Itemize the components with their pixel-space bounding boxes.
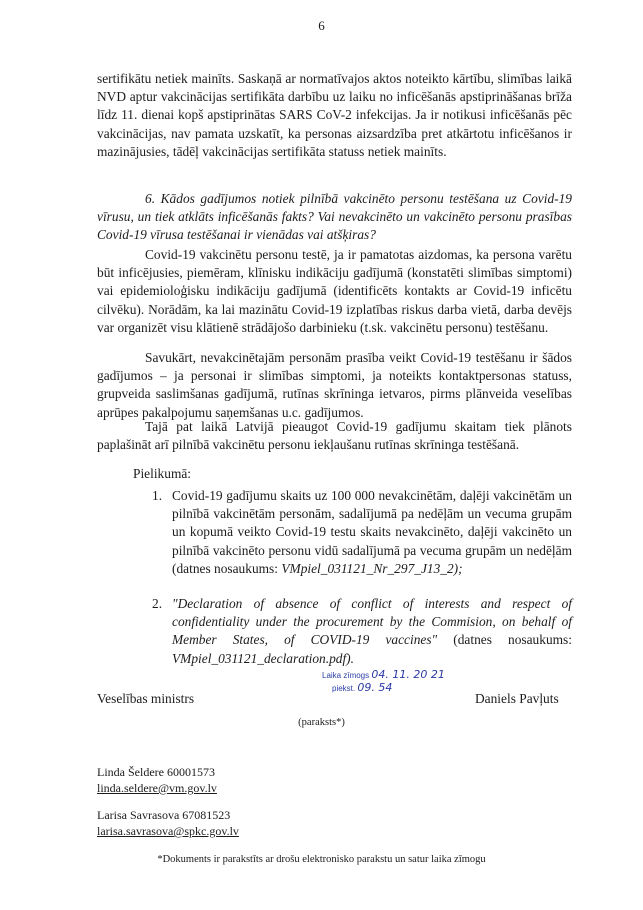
contact-email[interactable]: larisa.savrasova@spkc.gov.lv (97, 824, 239, 838)
attachments-title: Pielikumā: (133, 466, 192, 481)
intro-paragraph: sertifikātu netiek mainīts. Saskaņā ar normatīvajos aktos noteikto kārtību, slimības laikā NVD aptur vakcinācijas sertifikāta darbību uz laiku no inficēšanās apstiprināšanas brīža līdz 11. dienai kopš apstiprinātas SARS CoV-2 infekcijas. Ja ir notikusi inficēšanās pēc vakcinācijas, nav pamata uzskatīt, ka personas aizsardzība pret atkārtotu inficēšanos ir mazinājusies, tādēļ vakcinācijas sertifikāta statuss netiek mainīts. (97, 71, 572, 159)
attachment-number: 1. (152, 488, 163, 503)
attachment-item-1 (152, 487, 572, 597)
contact-1 (97, 764, 217, 796)
attachment-text: "Declaration of absence of conflict of interests and respect of confidentiality under the procurement by the Commision, on behalf of Member States, of COVID-19 vaccines" (datnes nosaukums: VMpiel_031121_declaration.pdf). (172, 596, 572, 666)
attachment-title: "Declaration of absence of conflict of interests and respect of confidentiality under the procurement by the Commision, on behalf of Member States, of COVID-19 vaccines" (172, 596, 572, 648)
attachment-text: Covid-19 gadījumu skaits uz 100 000 nevakcinētām, daļēji vakcinētām un pilnībā vakcinētām personām, sadalījumā pa nedēļām un vecuma grupām un kopumā veikto Covid-19 testu skaits nevakcinēto, daļēji vakcinēto un pilnībā vakcinēto personu vidū sadalījumā pa vecuma grupām un nedēļām (datnes nosaukums: VMpiel_031121_Nr_297_J13_2); (172, 488, 572, 576)
answer-paragraph-1: Covid-19 vakcinētu personu testē, ja ir pamatotas aizdomas, ka persona varētu būt inficējusies, piemēram, klīnisku indikāciju gadījumā (konstatēti slimības simptomi) vai epidemioloģisku indikāciju gadījumā (identificēts kontakts ar Covid-19 inficētu cilvēku). Norādām, ka lai mazinātu Covid-19 izplatības riskus darba vietā, darba devējs var organizēt visu klātienē strādājošo darbinieku (t.sk. vakcinētu personu) testēšanu. (97, 247, 572, 335)
footnote: *Dokuments ir parakstīts ar drošu elektronisko parakstu un satur laika zīmogu (157, 854, 486, 865)
stamp-label-sent: piekst. (332, 684, 356, 693)
signature-note: (paraksts*) (298, 717, 345, 728)
attachment-filename[interactable]: VMpiel_031121_Nr_297_J13_2); (281, 560, 463, 576)
attachment-item-2 (152, 595, 572, 666)
signature-position: Veselības ministrs (97, 691, 195, 706)
attachment-number: 2. (152, 596, 163, 611)
stamp-value-sent: 09. 54 (357, 681, 393, 694)
stamp-value-time: 04. 11. 20 21 (371, 668, 445, 681)
contact-line: Linda Šeldere 60001573 (97, 765, 215, 779)
contact-email[interactable]: linda.seldere@vm.gov.lv (97, 781, 217, 795)
contact-line: Larisa Savrasova 67081523 (97, 808, 231, 822)
time-stamp (322, 669, 445, 695)
signature-name: Daniels Pavļuts (475, 691, 559, 706)
answer-paragraph-2: Savukārt, nevakcinētajām personām prasība veikt Covid-19 testēšanu ir šādos gadījumos – ja personai ir slimības simptomi, ja noteikts kontaktpersonas statuss, grupveida saslimšanas gadījumā, rutīnas skrīninga ietvaros, pirms plānveida veselības aprūpes pakalpojumu saņemšanas u.c. gadījumos. (97, 350, 572, 420)
question-paragraph: 6. Kādos gadījumos notiek pilnībā vakcinēto personu testēšana uz Covid-19 vīrusu, un tiek atklāts inficēšanās fakts? Vai nevakcinēto un vakcinēto personu prasības Covid-19 vīrusa testēšanai ir vienādas vai atšķiras? (97, 191, 572, 243)
answer-paragraph-3: Tajā pat laikā Latvijā pieaugot Covid-19 gadījumu skaitam tiek plānots paplašināt arī pilnībā vakcinētu personu iekļaušanu rutīnas skrīninga testēšanā. (97, 419, 572, 453)
contact-2 (97, 807, 239, 839)
stamp-label-time: Laika zīmogs (322, 671, 370, 680)
attachment-filename[interactable]: VMpiel_031121_declaration.pdf). (172, 650, 354, 666)
page-number: 6 (318, 18, 325, 33)
